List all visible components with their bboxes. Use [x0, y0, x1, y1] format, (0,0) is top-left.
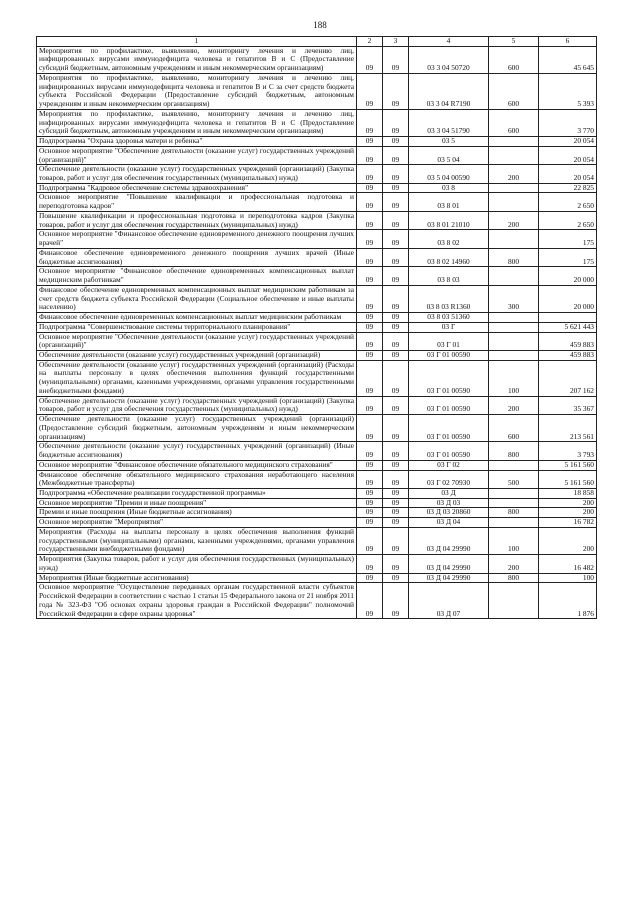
table-row: [37, 313, 597, 323]
row-description: Мероприятия по профилактике, выявлению, мониторингу лечения и лечению лиц, инфицированных вирусами иммунодефицита человека и гепатитов В и С (Предоставление субсидий бюджетным, автономным учреждениям и иным некоммерческим организациям): [37, 109, 357, 136]
row-target-article: 03 Д 04 29990: [409, 555, 489, 573]
row-amount: 20 054: [539, 165, 597, 183]
table-row: [37, 555, 597, 573]
row-section: 09: [357, 183, 383, 193]
row-description: Финансовое обеспечение единовременных компенсационных выплат медицинским работникам: [37, 313, 357, 323]
row-amount: 1 876: [539, 583, 597, 619]
row-expense-type: [489, 488, 539, 498]
table-row: [37, 165, 597, 183]
row-target-article: 03 Г 02: [409, 460, 489, 470]
row-expense-type: 600: [489, 73, 539, 109]
row-section: 09: [357, 193, 383, 211]
row-amount: 2 650: [539, 193, 597, 211]
row-subsection: 09: [383, 360, 409, 396]
row-amount: 459 883: [539, 332, 597, 350]
table-row: [37, 518, 597, 528]
row-expense-type: [489, 583, 539, 619]
row-amount: 200: [539, 498, 597, 508]
row-description: Основное мероприятие "Обеспечение деятельности (оказание услуг) государственных учреждений (организаций)": [37, 146, 357, 164]
row-description: Подпрограмма «Обеспечение реализации государственной программы»: [37, 488, 357, 498]
row-subsection: 09: [383, 230, 409, 248]
row-target-article: 03 3 04 51790: [409, 109, 489, 136]
row-section: 09: [357, 396, 383, 414]
row-expense-type: 200: [489, 211, 539, 229]
row-amount: 35 367: [539, 396, 597, 414]
row-amount: 5 161 560: [539, 470, 597, 488]
row-amount: 5 161 560: [539, 460, 597, 470]
table-row: [37, 350, 597, 360]
row-description: Мероприятия по профилактике, выявлению, мониторингу лечения и лечению лиц, инфицированных вирусами иммунодефицита человека и гепатитов В и С (Предоставление субсидий бюджетным, автономным учреждениям и иным некоммерческим организациям): [37, 46, 357, 73]
row-section: 09: [357, 527, 383, 554]
row-description: Премии и иные поощрения (Иные бюджетные ассигнования): [37, 508, 357, 518]
row-section: 09: [357, 165, 383, 183]
row-target-article: 03 Д: [409, 488, 489, 498]
row-subsection: 09: [383, 350, 409, 360]
table-row: [37, 415, 597, 442]
column-header: 2: [357, 37, 383, 47]
row-section: 09: [357, 73, 383, 109]
row-target-article: 03 Г 01 00590: [409, 350, 489, 360]
row-target-article: 03 Г: [409, 322, 489, 332]
row-expense-type: [489, 267, 539, 285]
budget-table: [36, 36, 597, 619]
row-section: 09: [357, 488, 383, 498]
row-description: Финансовое обеспечение обязательного медицинского страхования неработающего населения (Межбюджетные трансферты): [37, 470, 357, 488]
table-row: [37, 230, 597, 248]
row-amount: 200: [539, 527, 597, 554]
table-row: [37, 396, 597, 414]
row-target-article: 03 8: [409, 183, 489, 193]
row-target-article: 03 5: [409, 137, 489, 147]
row-target-article: 03 8 03 R1360: [409, 285, 489, 312]
row-amount: 45 645: [539, 46, 597, 73]
row-target-article: 03 3 04 R7190: [409, 73, 489, 109]
row-expense-type: [489, 332, 539, 350]
row-expense-type: 600: [489, 46, 539, 73]
row-amount: 18 858: [539, 488, 597, 498]
row-section: 09: [357, 230, 383, 248]
table-row: [37, 488, 597, 498]
row-section: 09: [357, 109, 383, 136]
table-row: [37, 332, 597, 350]
row-expense-type: 200: [489, 555, 539, 573]
row-amount: 100: [539, 573, 597, 583]
row-description: Обеспечение деятельности (оказание услуг) государственных учреждений (организаций) (Закупка товаров, работ и услуг для обеспечения государственных (муниципальных) нужд): [37, 396, 357, 414]
table-row: [37, 285, 597, 312]
row-section: 09: [357, 248, 383, 266]
row-expense-type: 800: [489, 442, 539, 460]
row-subsection: 09: [383, 46, 409, 73]
row-section: 09: [357, 137, 383, 147]
row-description: Основное мероприятие "Мероприятия": [37, 518, 357, 528]
row-target-article: 03 8 03 51360: [409, 313, 489, 323]
row-section: 09: [357, 415, 383, 442]
table-header-row: [37, 37, 597, 47]
row-subsection: 09: [383, 322, 409, 332]
row-target-article: 03 5 04: [409, 146, 489, 164]
row-description: Обеспечение деятельности (оказание услуг) государственных учреждений (организаций) (Закупка товаров, работ и услуг для обеспечения государственных (муниципальных) нужд): [37, 165, 357, 183]
row-target-article: 03 Г 01 00590: [409, 360, 489, 396]
row-expense-type: [489, 518, 539, 528]
row-subsection: 09: [383, 248, 409, 266]
row-expense-type: [489, 183, 539, 193]
row-amount: 5 621 443: [539, 322, 597, 332]
table-row: [37, 248, 597, 266]
row-expense-type: 100: [489, 527, 539, 554]
row-subsection: 09: [383, 396, 409, 414]
row-subsection: 09: [383, 313, 409, 323]
row-section: 09: [357, 573, 383, 583]
row-amount: [539, 313, 597, 323]
row-expense-type: 800: [489, 248, 539, 266]
row-expense-type: [489, 146, 539, 164]
table-row: [37, 442, 597, 460]
row-target-article: 03 8 03: [409, 267, 489, 285]
row-subsection: 09: [383, 460, 409, 470]
row-description: Повышение квалификации и профессиональная подготовка и переподготовка кадров (Закупка товаров, работ и услуг для обеспечения государственных (муниципальных) нужд): [37, 211, 357, 229]
table-row: [37, 527, 597, 554]
row-subsection: 09: [383, 183, 409, 193]
table-row: [37, 360, 597, 396]
row-target-article: 03 Д 04 29990: [409, 573, 489, 583]
row-subsection: 09: [383, 442, 409, 460]
row-amount: 22 825: [539, 183, 597, 193]
row-description: Основное мероприятие "Повышение квалификации и профессиональная подготовка и переподготовка кадров": [37, 193, 357, 211]
row-expense-type: [489, 460, 539, 470]
table-row: [37, 137, 597, 147]
row-expense-type: [489, 193, 539, 211]
row-subsection: 09: [383, 165, 409, 183]
row-section: 09: [357, 518, 383, 528]
table-row: [37, 193, 597, 211]
row-description: Подпрограмма "Совершенствование системы территориального планирования": [37, 322, 357, 332]
row-expense-type: 200: [489, 165, 539, 183]
row-amount: 16 482: [539, 555, 597, 573]
row-expense-type: [489, 313, 539, 323]
column-header: 3: [383, 37, 409, 47]
row-expense-type: [489, 350, 539, 360]
row-expense-type: 600: [489, 415, 539, 442]
row-subsection: 09: [383, 583, 409, 619]
row-section: 09: [357, 498, 383, 508]
row-target-article: 03 Д 03 20860: [409, 508, 489, 518]
row-subsection: 09: [383, 193, 409, 211]
row-target-article: 03 Г 02 70930: [409, 470, 489, 488]
row-amount: 175: [539, 248, 597, 266]
row-amount: 3 793: [539, 442, 597, 460]
row-subsection: 09: [383, 508, 409, 518]
row-amount: 20 000: [539, 285, 597, 312]
row-description: Обеспечение деятельности (оказание услуг) государственных учреждений (организаций) (Предоставление субсидий бюджетным, автономным учреждениям и иным некоммерческим организациям): [37, 415, 357, 442]
column-header: 6: [539, 37, 597, 47]
row-target-article: 03 Г 01 00590: [409, 396, 489, 414]
row-description: Обеспечение деятельности (оказание услуг) государственных учреждений (организаций) (Расходы на выплаты персоналу в целях обеспечения выполнения функций государственными (муниципальными) органами, казенными учреждениями, органами управления государственными внебюджетными фондами): [37, 360, 357, 396]
column-header: 4: [409, 37, 489, 47]
row-subsection: 09: [383, 146, 409, 164]
row-amount: 200: [539, 508, 597, 518]
row-amount: 5 393: [539, 73, 597, 109]
row-description: Основное мероприятие "Обеспечение деятельности (оказание услуг) государственных учреждений (организаций)": [37, 332, 357, 350]
row-description: Основное мероприятие "Премии и иные поощрения": [37, 498, 357, 508]
row-target-article: 03 Д 03: [409, 498, 489, 508]
row-expense-type: 800: [489, 508, 539, 518]
row-section: 09: [357, 267, 383, 285]
row-subsection: 09: [383, 573, 409, 583]
row-description: Финансовое обеспечение единовременных компенсационных выплат медицинским работникам за счет средств бюджета субъекта Российской Федерации (Социальное обеспечение и иные выплаты населению): [37, 285, 357, 312]
row-expense-type: 600: [489, 109, 539, 136]
row-target-article: 03 Г 01: [409, 332, 489, 350]
row-description: Обеспечение деятельности (оказание услуг) государственных учреждений (организаций): [37, 350, 357, 360]
row-section: 09: [357, 211, 383, 229]
row-subsection: 09: [383, 555, 409, 573]
row-subsection: 09: [383, 518, 409, 528]
row-target-article: 03 5 04 00590: [409, 165, 489, 183]
row-subsection: 09: [383, 332, 409, 350]
row-section: 09: [357, 555, 383, 573]
row-subsection: 09: [383, 267, 409, 285]
row-target-article: 03 Д 04: [409, 518, 489, 528]
row-section: 09: [357, 442, 383, 460]
row-section: 09: [357, 360, 383, 396]
column-header: 1: [37, 37, 357, 47]
row-subsection: 09: [383, 109, 409, 136]
row-subsection: 09: [383, 73, 409, 109]
row-subsection: 09: [383, 527, 409, 554]
row-description: Обеспечение деятельности (оказание услуг) государственных учреждений (организаций) (Иные бюджетные ассигнования): [37, 442, 357, 460]
table-row: [37, 583, 597, 619]
table-row: [37, 322, 597, 332]
row-section: 09: [357, 313, 383, 323]
row-target-article: 03 8 02 14960: [409, 248, 489, 266]
row-target-article: 03 Г 01 00590: [409, 415, 489, 442]
row-subsection: 09: [383, 211, 409, 229]
row-section: 09: [357, 508, 383, 518]
row-description: Подпрограмма "Кадровое обеспечение системы здравоохранения": [37, 183, 357, 193]
row-description: Мероприятия (Расходы на выплаты персоналу в целях обеспечения выполнения функций государственными (муниципальными) органами, казенными учреждениями, органами управления государственными внебюджетными фондами): [37, 527, 357, 554]
table-row: [37, 267, 597, 285]
row-amount: 3 770: [539, 109, 597, 136]
row-description: Основное мероприятие "Финансовое обеспечение единовременных компенсационных выплат медицинским работникам": [37, 267, 357, 285]
row-description: Подпрограмма "Охрана здоровья матери и ребенка": [37, 137, 357, 147]
row-amount: 20 054: [539, 137, 597, 147]
table-row: [37, 46, 597, 73]
row-section: 09: [357, 332, 383, 350]
row-expense-type: [489, 322, 539, 332]
row-section: 09: [357, 146, 383, 164]
row-expense-type: [489, 230, 539, 248]
row-description: Мероприятия по профилактике, выявлению, мониторингу лечения и лечению лиц, инфицированных вирусами иммунодефицита человека и гепатитов В и С за счет средств бюджета субъекта Российской Федерации (Предоставление субсидий бюджетным, автономным учреждениям и иным некоммерческим организациям): [37, 73, 357, 109]
row-subsection: 09: [383, 470, 409, 488]
row-target-article: 03 8 01 21010: [409, 211, 489, 229]
row-section: 09: [357, 322, 383, 332]
row-expense-type: 100: [489, 360, 539, 396]
row-target-article: 03 Д 04 29990: [409, 527, 489, 554]
row-section: 09: [357, 583, 383, 619]
row-description: Финансовое обеспечение единовременного денежного поощрения лучших врачей (Иные бюджетные ассигнования): [37, 248, 357, 266]
column-header: 5: [489, 37, 539, 47]
table-row: [37, 109, 597, 136]
row-amount: 459 883: [539, 350, 597, 360]
row-expense-type: 500: [489, 470, 539, 488]
row-subsection: 09: [383, 137, 409, 147]
row-target-article: 03 Г 01 00590: [409, 442, 489, 460]
row-amount: 207 162: [539, 360, 597, 396]
row-amount: 20 000: [539, 267, 597, 285]
row-expense-type: 800: [489, 573, 539, 583]
row-subsection: 09: [383, 415, 409, 442]
table-row: [37, 73, 597, 109]
row-subsection: 09: [383, 285, 409, 312]
row-section: 09: [357, 460, 383, 470]
table-row: [37, 460, 597, 470]
row-expense-type: [489, 137, 539, 147]
row-target-article: 03 Д 07: [409, 583, 489, 619]
row-description: Основное мероприятие "Осуществление переданных органам государственной власти субъектов Российской Федерации в соответствии с частью 1 статьи 15 Федерального закона от 21 ноября 2011 года № 323-ФЗ "Об основах охраны здоровья граждан в Российской Федерации" полномочий Российской Федерации в сфере охраны здоровья": [37, 583, 357, 619]
table-row: [37, 146, 597, 164]
row-amount: 20 054: [539, 146, 597, 164]
row-description: Основное мероприятие "Финансовое обеспечение единовременного денежного поощрения лучших врачей": [37, 230, 357, 248]
table-row: [37, 211, 597, 229]
row-target-article: 03 3 04 50720: [409, 46, 489, 73]
row-section: 09: [357, 350, 383, 360]
row-section: 09: [357, 470, 383, 488]
row-amount: 2 650: [539, 211, 597, 229]
row-amount: 175: [539, 230, 597, 248]
row-subsection: 09: [383, 498, 409, 508]
row-subsection: 09: [383, 488, 409, 498]
row-target-article: 03 8 02: [409, 230, 489, 248]
row-amount: 16 782: [539, 518, 597, 528]
row-amount: 213 561: [539, 415, 597, 442]
row-section: 09: [357, 285, 383, 312]
row-description: Мероприятия (Закупка товаров, работ и услуг для обеспечения государственных (муниципальных) нужд): [37, 555, 357, 573]
table-row: [37, 470, 597, 488]
row-target-article: 03 8 01: [409, 193, 489, 211]
row-description: Основное мероприятие "Финансовое обеспечение обязательного медицинского страхования": [37, 460, 357, 470]
row-expense-type: 200: [489, 396, 539, 414]
row-expense-type: 300: [489, 285, 539, 312]
row-description: Мероприятия (Иные бюджетные ассигнования): [37, 573, 357, 583]
row-section: 09: [357, 46, 383, 73]
page-number: 188: [313, 20, 327, 30]
